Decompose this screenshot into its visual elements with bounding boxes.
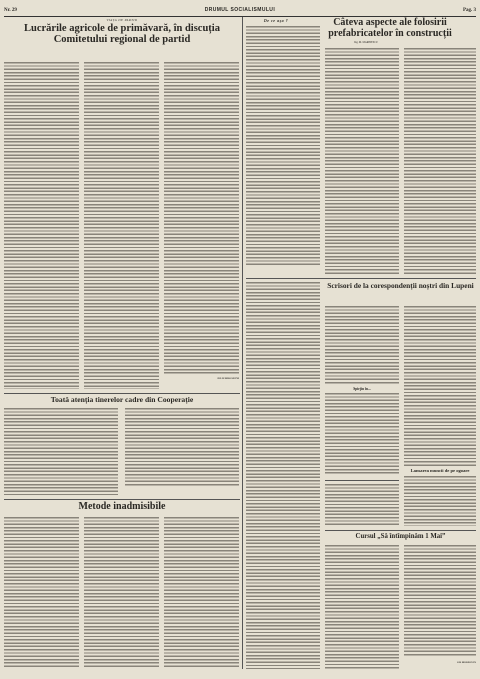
left-bottom-column-2 xyxy=(84,517,159,669)
right-mid-column-1 xyxy=(246,282,320,669)
left-bottom-column-1 xyxy=(4,517,79,669)
page-number: Nr. 29 xyxy=(4,7,17,13)
right-divider-3 xyxy=(325,530,476,531)
left-top-title: Lucrările agricole de primăvară, în discuția Comitetului regional de partid xyxy=(24,23,220,46)
left-mid-column-1 xyxy=(4,408,118,496)
left-mid-title: Toată atenția tinerelor cadre din Cooperație xyxy=(50,395,194,404)
right-mid-title: Scrisori de la corespondenții noștri din Lupeni xyxy=(327,281,474,290)
page-label: Pag. 3 xyxy=(462,7,476,13)
right-bottom-column-2 xyxy=(404,545,476,657)
newspaper-name: DRUMUL SOCIALISMULUI xyxy=(204,7,276,13)
left-top-column-3 xyxy=(164,62,239,374)
subhead-3: Cursul „Să întîmpinăm 1 Mai” xyxy=(355,533,446,540)
right-top-column-1 xyxy=(246,26,320,266)
right-mid-column-2c xyxy=(325,484,399,526)
center-divider xyxy=(242,17,243,669)
left-mid-column-2 xyxy=(125,408,239,486)
left-top-column-1 xyxy=(4,62,79,389)
right-bottom-column-1 xyxy=(325,545,399,669)
newspaper-page xyxy=(4,4,476,671)
subhead-1: Spirjin în... xyxy=(353,387,371,391)
left-bottom-column-3 xyxy=(164,517,239,669)
subhead-2: Lansarea muncii de pe ogoare xyxy=(410,468,470,473)
right-mid-column-3 xyxy=(404,306,476,466)
left-top-column-2 xyxy=(84,62,159,389)
right-divider-2 xyxy=(325,480,399,481)
left-bottom-title: Metode inadmisibile xyxy=(78,501,166,512)
left-kicker: VIAȚA DE PARTID xyxy=(106,18,138,22)
right-top-column-2 xyxy=(325,48,399,274)
left-top-signature: IULIU BERCSENYI xyxy=(217,377,239,380)
right-top-column-3 xyxy=(404,48,476,274)
right-top-title: Câteva aspecte ale folosirii prefabricatelor în construcții xyxy=(328,17,452,39)
right-kicker: De ce așa ? xyxy=(263,18,289,23)
left-divider-1 xyxy=(4,393,240,394)
right-mid-column-2a xyxy=(325,306,399,384)
right-divider-1 xyxy=(246,278,476,279)
page-header xyxy=(4,4,476,17)
right-mid-column-2b xyxy=(325,393,399,475)
right-mid-column-3b xyxy=(404,476,476,526)
right-byline: Ing. M. MARINESCU xyxy=(354,41,378,44)
right-bottom-signature: GH. MOLDOVAN xyxy=(456,661,476,664)
left-divider-2 xyxy=(4,499,240,500)
